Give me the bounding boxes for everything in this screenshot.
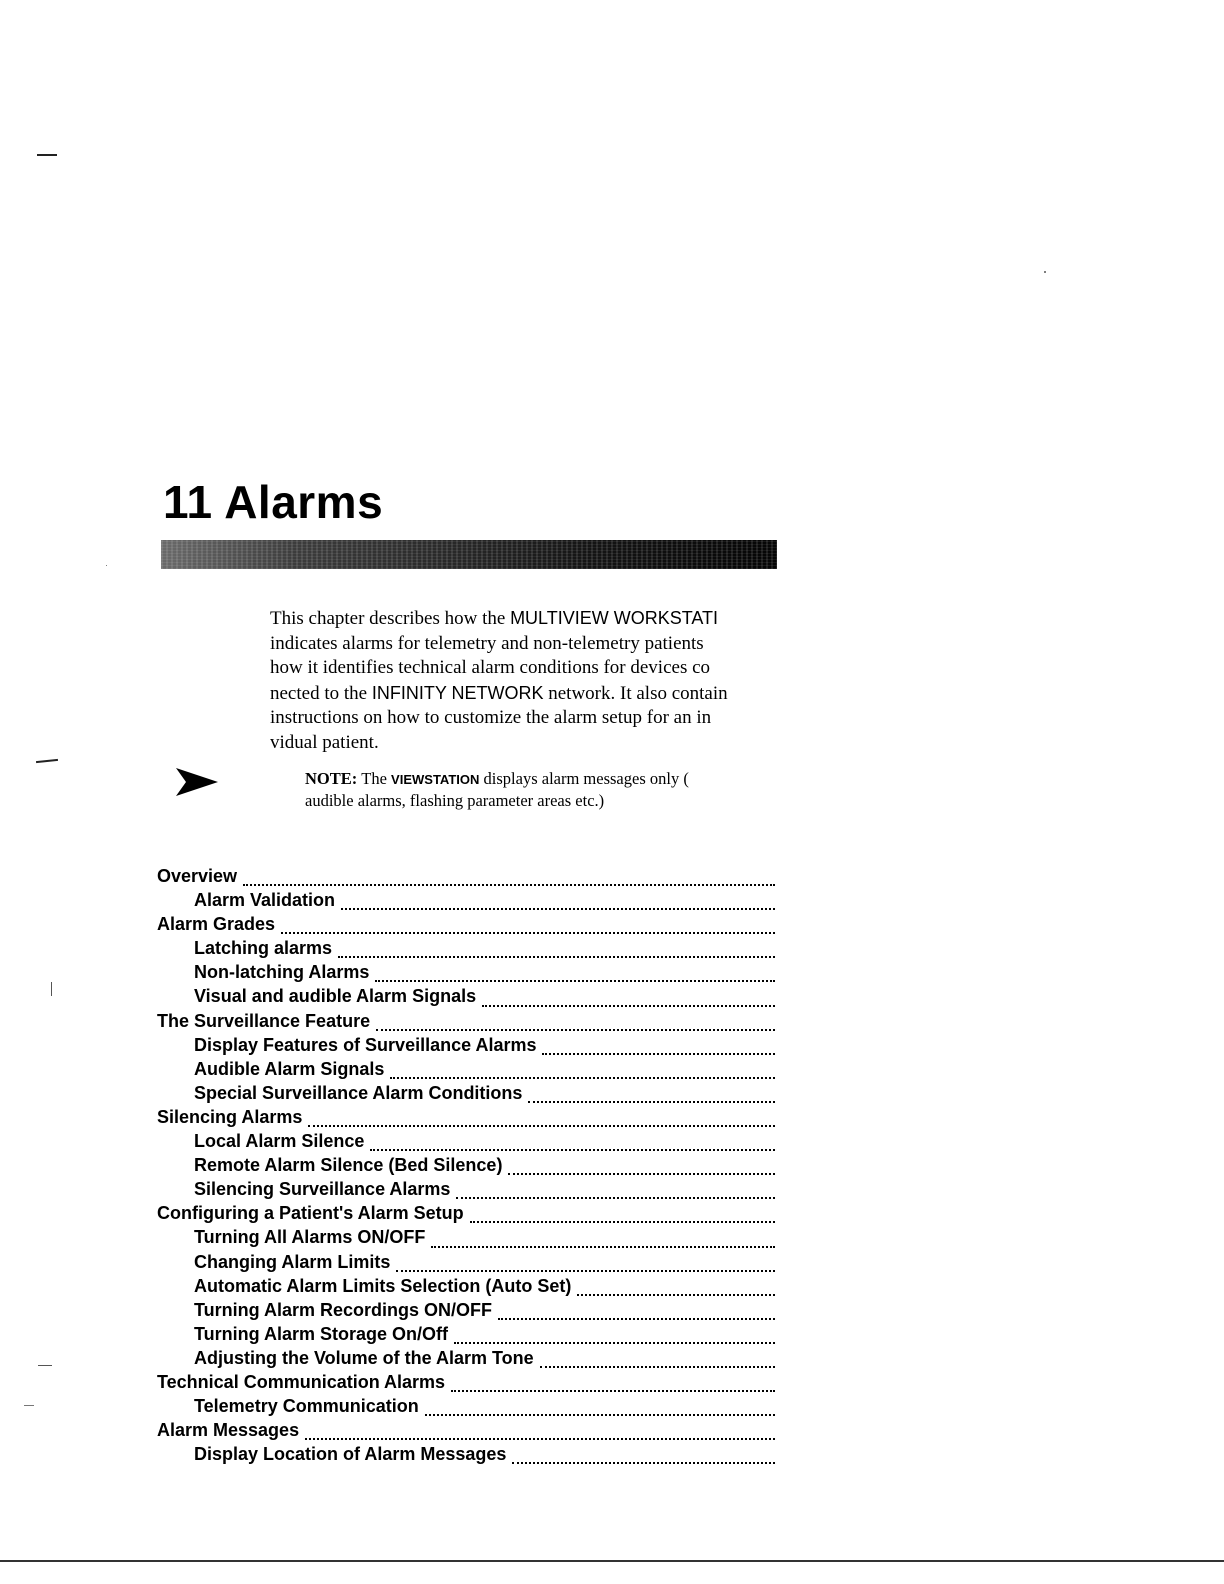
toc-entry-label: Display Features of Surveillance Alarms <box>194 1034 537 1055</box>
product-name: MULTIVIEW WORKSTATI <box>510 608 719 628</box>
intro-line: indicates alarms for telemetry and non-telemetry patients <box>270 632 704 654</box>
note-line <box>305 768 777 790</box>
toc-dot-leader <box>338 956 775 958</box>
toc-entry-label: Turning Alarm Storage On/Off <box>194 1323 449 1344</box>
intro-text: This chapter describes how the <box>270 608 511 629</box>
toc-entry-label: The Surveillance Feature <box>157 1010 371 1031</box>
toc-dot-leader <box>482 1005 775 1007</box>
toc-entry-label: Audible Alarm Signals <box>194 1058 385 1079</box>
toc-entry[interactable] <box>157 1300 775 1324</box>
toc-dot-leader <box>540 1366 775 1368</box>
toc-dot-leader <box>308 1125 775 1127</box>
toc-entry[interactable] <box>157 1324 775 1348</box>
toc-entry-label: Visual and audible Alarm Signals <box>194 986 477 1007</box>
toc-dot-leader <box>542 1053 775 1055</box>
toc-entry-label: Turning All Alarms ON/OFF <box>194 1227 426 1248</box>
scan-speck <box>1044 271 1046 273</box>
toc-dot-leader <box>305 1438 775 1440</box>
toc-entry[interactable] <box>157 1372 775 1396</box>
arrow-right-icon <box>174 766 220 798</box>
product-name: VIEWSTATION <box>391 772 480 787</box>
toc-entry[interactable] <box>157 1179 775 1203</box>
toc-dot-leader <box>425 1414 775 1416</box>
toc-entry-label: Technical Communication Alarms <box>157 1371 446 1392</box>
toc-entry[interactable] <box>157 938 775 962</box>
toc-entry-label: Turning Alarm Recordings ON/OFF <box>194 1299 493 1320</box>
toc-dot-leader <box>451 1390 775 1392</box>
toc-entry-label: Alarm Messages <box>157 1420 300 1441</box>
toc-dot-leader <box>577 1294 775 1296</box>
chapter-title: 11 Alarms <box>163 476 384 528</box>
toc-entry[interactable] <box>157 1203 775 1227</box>
toc-entry-label: Silencing Alarms <box>157 1106 303 1127</box>
toc-entry-label: Remote Alarm Silence (Bed Silence) <box>194 1155 503 1176</box>
toc-dot-leader <box>396 1270 775 1272</box>
toc-dot-leader <box>281 932 775 934</box>
toc-entry-label: Silencing Surveillance Alarms <box>194 1179 451 1200</box>
margin-mark <box>37 154 57 156</box>
note-label: NOTE: <box>305 769 358 788</box>
toc-dot-leader <box>456 1197 775 1199</box>
toc-entry[interactable] <box>157 1227 775 1251</box>
toc-entry[interactable] <box>157 1276 775 1300</box>
toc-entry[interactable] <box>157 1155 775 1179</box>
toc-entry-label: Telemetry Communication <box>194 1396 419 1417</box>
toc-entry[interactable] <box>157 1396 775 1420</box>
toc-dot-leader <box>454 1342 775 1344</box>
intro-text: nected to the <box>270 682 372 704</box>
toc-entry-label: Local Alarm Silence <box>194 1131 365 1152</box>
toc-dot-leader <box>376 1029 775 1031</box>
network-name: INFINITY NETWORK <box>371 682 544 703</box>
toc-entry-label: Special Surveillance Alarm Conditions <box>194 1082 523 1103</box>
note-block <box>305 768 777 811</box>
note-text: The <box>361 769 392 788</box>
toc-entry[interactable] <box>157 1444 775 1468</box>
toc-entry-label: Adjusting the Volume of the Alarm Tone <box>194 1347 534 1368</box>
toc-entry[interactable] <box>157 1107 775 1131</box>
toc-dot-leader <box>243 884 775 886</box>
intro-line: instructions on how to customize the alarm setup for an in <box>270 707 712 728</box>
toc-entry[interactable] <box>157 986 775 1010</box>
toc-entry-label: Display Location of Alarm Messages <box>194 1444 507 1465</box>
toc-entry[interactable] <box>157 1131 775 1155</box>
toc-entry[interactable] <box>157 866 775 890</box>
toc-entry[interactable] <box>157 1420 775 1444</box>
intro-line <box>270 606 777 632</box>
note-text: displays alarm messages only ( <box>479 769 689 788</box>
note-line: audible alarms, flashing parameter areas etc.) <box>305 791 605 810</box>
toc-entry[interactable] <box>157 962 775 986</box>
margin-mark <box>51 982 52 996</box>
toc-dot-leader <box>512 1462 775 1464</box>
intro-text: network. It also contain <box>543 682 728 704</box>
toc-dot-leader <box>528 1101 775 1103</box>
toc-dot-leader <box>370 1149 775 1151</box>
intro-line: vidual patient. <box>270 731 379 753</box>
intro-line <box>270 681 777 707</box>
toc-entry-label: Latching alarms <box>194 938 333 959</box>
toc-entry-label: Changing Alarm Limits <box>194 1251 391 1272</box>
toc-entry[interactable] <box>157 1011 775 1035</box>
toc-dot-leader <box>375 980 775 982</box>
intro-line: how it identifies technical alarm conditions for devices co <box>270 657 711 678</box>
page-bottom-rule <box>0 1560 1224 1562</box>
toc-dot-leader <box>341 908 775 910</box>
toc-entry-label: Non-latching Alarms <box>194 962 370 983</box>
chapter-title-bar <box>161 540 777 569</box>
toc-entry-label: Alarm Validation <box>194 890 336 911</box>
toc-entry[interactable] <box>157 1083 775 1107</box>
toc-dot-leader <box>431 1246 775 1248</box>
margin-mark <box>24 1405 34 1406</box>
margin-mark <box>36 759 58 763</box>
toc-dot-leader <box>470 1221 775 1223</box>
intro-paragraph <box>270 606 777 755</box>
margin-mark <box>38 1365 52 1366</box>
toc-entry[interactable] <box>157 1348 775 1372</box>
toc-dot-leader <box>508 1173 775 1175</box>
toc-entry[interactable] <box>157 1059 775 1083</box>
toc-dot-leader <box>390 1077 775 1079</box>
toc-entry[interactable] <box>157 914 775 938</box>
toc-entry-label: Overview <box>157 866 238 886</box>
scan-speck <box>106 565 107 566</box>
toc-entry-label: Alarm Grades <box>157 914 276 935</box>
toc-entry[interactable] <box>157 1252 775 1276</box>
table-of-contents <box>157 866 775 1468</box>
toc-entry[interactable] <box>157 890 775 914</box>
toc-entry-label: Configuring a Patient's Alarm Setup <box>157 1203 464 1224</box>
toc-dot-leader <box>498 1318 775 1320</box>
toc-entry[interactable] <box>157 1035 775 1059</box>
toc-entry-label: Automatic Alarm Limits Selection (Auto Set) <box>194 1275 572 1296</box>
